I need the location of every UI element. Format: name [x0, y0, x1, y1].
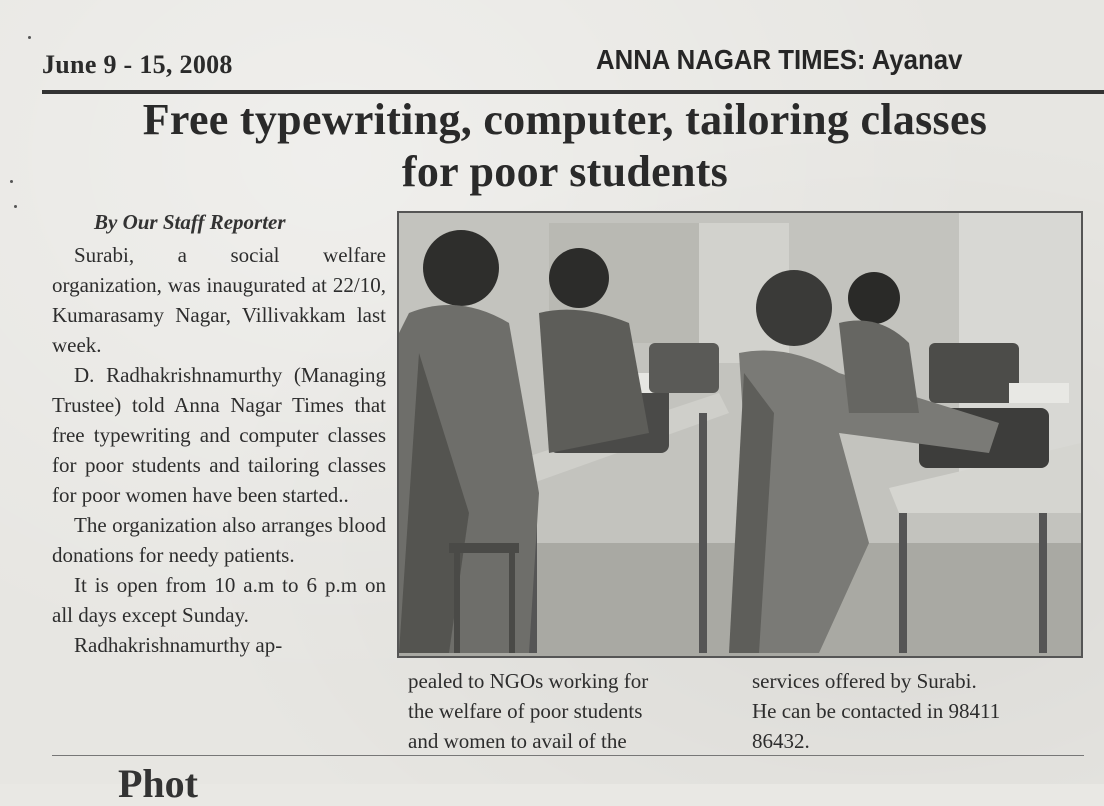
paper-speck: [28, 36, 31, 39]
paragraph-5: Radhakrishnamurthy ap-: [74, 633, 283, 657]
middle-line-3: and women to avail of the: [408, 729, 627, 753]
paper-speck: [14, 205, 17, 208]
middle-line-1: pealed to NGOs working for: [408, 669, 649, 693]
paragraph-4: It is open from 10 a.m to 6 p.m on all days except Sunday.: [52, 573, 386, 627]
byline: By Our Staff Reporter: [94, 210, 286, 234]
next-story-heading: Phot: [118, 761, 198, 806]
paragraph-1: Surabi, a social welfare organization, was inaugurated at 22/10, Kumarasamy Nagar, Villivakkam last week.: [52, 243, 386, 357]
classroom-photo: [397, 211, 1083, 658]
issue-date: June 9 - 15, 2008: [42, 50, 233, 79]
article-right-column: [752, 666, 1092, 756]
paragraph-3: The organization also arranges blood donations for needy patients.: [52, 513, 386, 567]
middle-line-2: the welfare of poor students: [408, 699, 643, 723]
article-left-column: [52, 240, 386, 660]
right-line-3: 86432.: [752, 729, 810, 753]
paragraph-2: D. Radhakrishnamurthy (Managing Trustee) told Anna Nagar Times that free typewriting and computer classes for poor students and tailoring classes for poor women have been started..: [52, 363, 386, 507]
article-middle-column: [408, 666, 746, 756]
article-bottom-rule: [52, 755, 1084, 756]
paper-speck: [10, 180, 13, 183]
headline-line-2: for poor students: [401, 147, 729, 196]
classroom-photo-illustration: [399, 213, 1081, 656]
publication-name: ANNA NAGAR TIMES: Ayanav: [596, 44, 963, 75]
article-headline: [40, 94, 1090, 198]
right-line-1: services offered by Surabi.: [752, 669, 977, 693]
right-line-2: He can be contacted in 98411: [752, 699, 1001, 723]
headline-line-1: Free typewriting, computer, tailoring classes: [142, 95, 988, 144]
